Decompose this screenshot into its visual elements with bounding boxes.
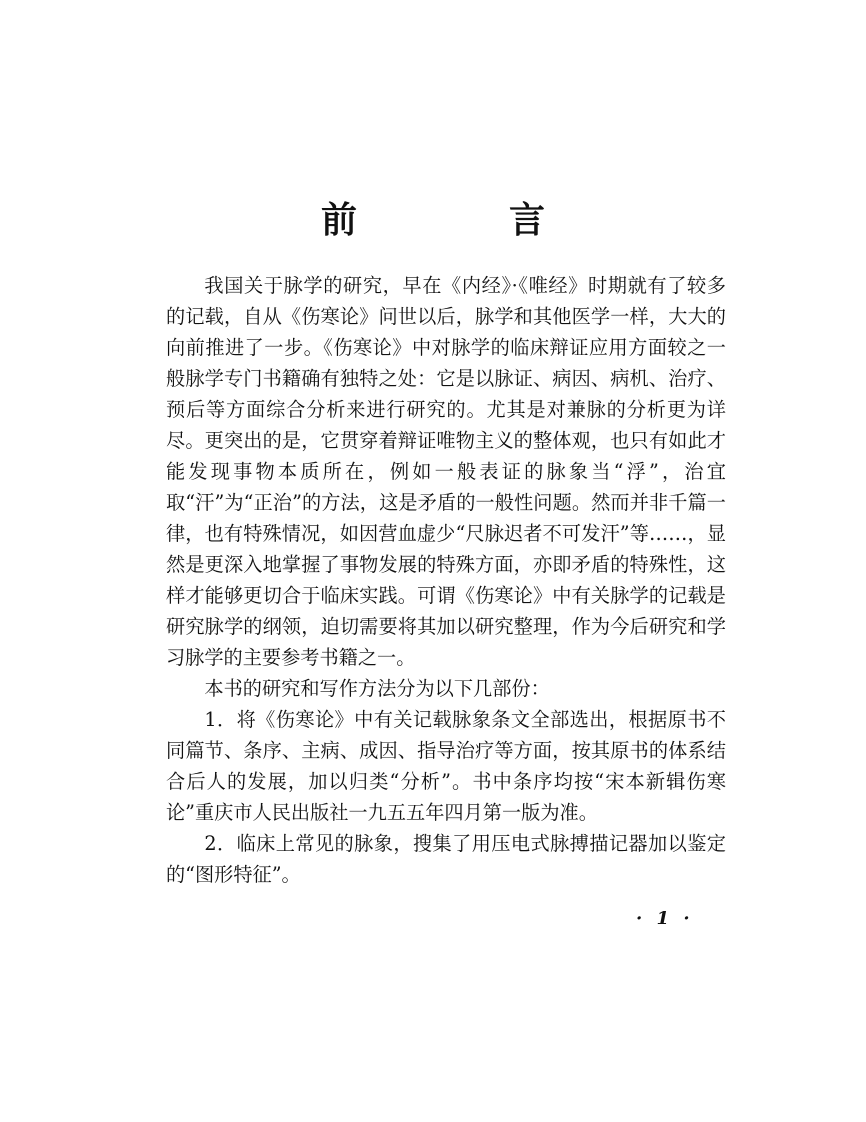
list-item: 1．将《伤寒论》中有关记载脉象条文全部选出，根据原书不同篇节、条序、主病、成因、指导治疗等方面，按其原书的体系结合后人的发展，加以归类“分析”。书中条序均按“宋本新辑伤寒论”重庆市人民出版社一九五五年四月第一版为准。 [166, 708, 726, 824]
list-item: 2．临床上常见的脉象，搜集了用压电式脉搏描记器加以鉴定的“图形特征”。 [166, 832, 726, 886]
page-title: 前 言 [320, 199, 603, 241]
page-number: · 1 · [636, 908, 694, 929]
body-text [166, 270, 726, 890]
method-intro-paragraph: 本书的研究和写作方法分为以下几部份： [204, 677, 550, 700]
intro-paragraph: 我国关于脉学的研究，早在《内经》·《唯经》时期就有了较多的记载，自从《伤寒论》问世以后，脉学和其他医学一样，大大的向前推进了一步。《伤寒论》中对脉学的临床辩证应用方面较之一般脉学专门书籍确有独特之处：它是以脉证、病因、病机、治疗、预后等方面综合分析来进行研究的。尤其是对兼脉的分析更为详尽。更突出的是，它贯穿着辩证唯物主义的整体观，也只有如此才能发现事物本质所在，例如一般表证的脉象当“浮”，治宜取“汗”为“正治”的方法，这是矛盾的一般性问题。然而并非千篇一律，也有特殊情况，如因营血虚少“尺脉迟者不可发汗”等……，显然是更深入地掌握了事物发展的特殊方面，亦即矛盾的特殊性，这样才能够更切合于临床实践。可谓《伤寒论》中有关脉学的记载是研究脉学的纲领，迫切需要将其加以研究整理，作为今后研究和学习脉学的主要参考书籍之一。 [166, 274, 726, 669]
